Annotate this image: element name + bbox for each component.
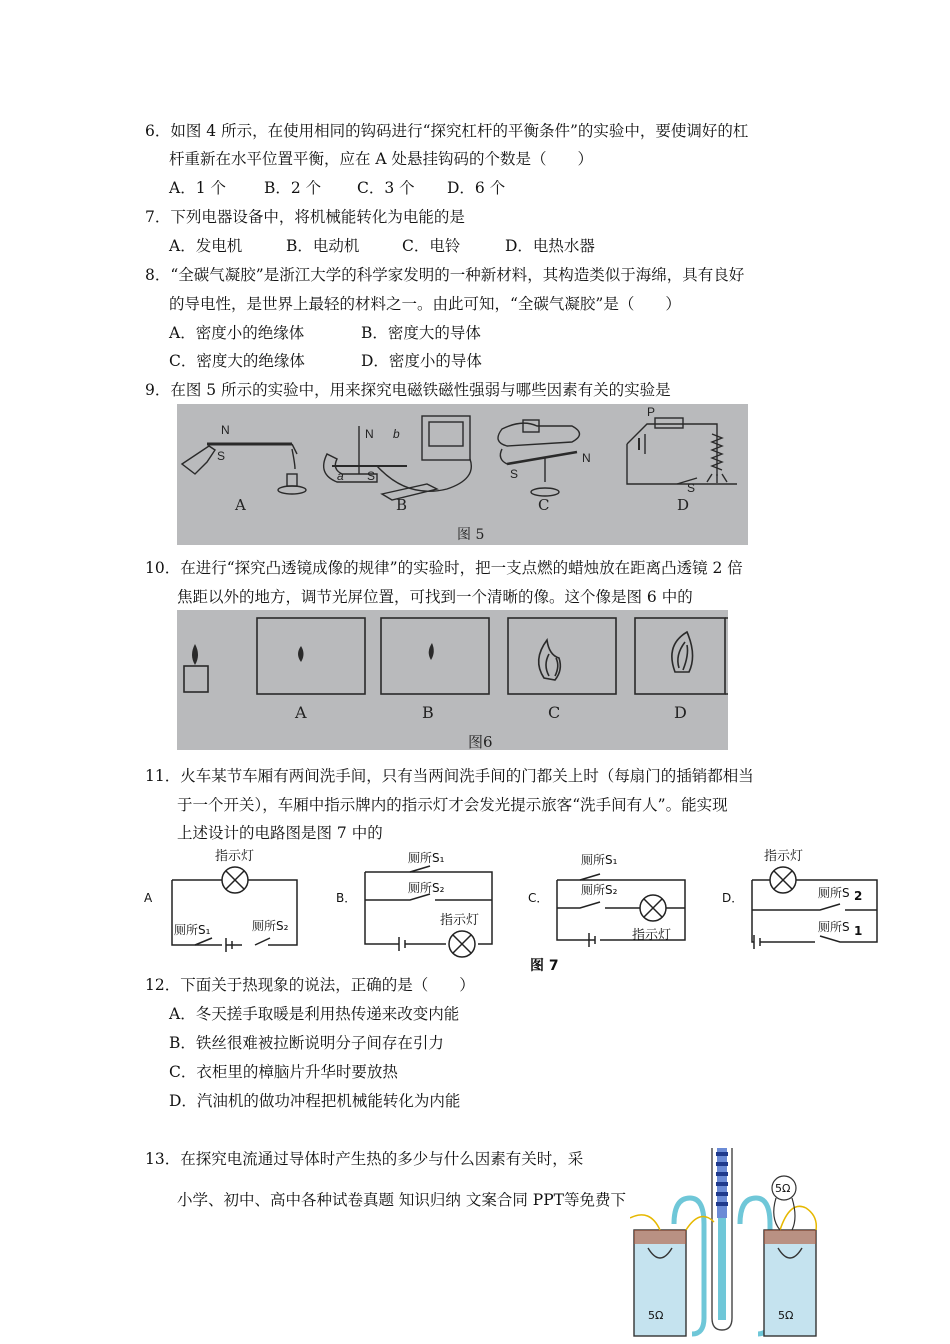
q8-option-b: B．密度大的导体 bbox=[361, 324, 481, 342]
q7-option-c: C．电铃 bbox=[402, 237, 461, 255]
q8-line2: 的导电性，是世界上最轻的材料之一。由此可知，“全碳气凝胶”是（ ） bbox=[169, 295, 681, 313]
fig5-label-c: C bbox=[538, 496, 550, 514]
fig7-b-lamp: 指示灯 bbox=[440, 913, 480, 928]
fig5-pole-s-c: S bbox=[510, 467, 519, 481]
fig6-caption: 图6 bbox=[468, 733, 493, 750]
fig7-a-s1: 厕所S₁ bbox=[174, 923, 211, 937]
q7-option-b: B．电动机 bbox=[286, 237, 360, 255]
q11-line2: 于一个开关），车厢中指示牌内的指示灯才会发光提示旅客“洗手间有人”。能实现 bbox=[177, 796, 728, 814]
fig7-d-s1: 厕所S bbox=[818, 920, 850, 934]
q9-line1: 9．在图 5 所示的实验中，用来探究电磁铁磁性强弱与哪些因素有关的实验是 bbox=[145, 381, 671, 399]
q12-line1: 12．下面关于热现象的说法，正确的是（ ） bbox=[145, 976, 475, 994]
q6-option-b: B．2 个 bbox=[264, 179, 322, 197]
fig7-c-lamp: 指示灯 bbox=[632, 928, 672, 943]
fig5-label-a: A bbox=[235, 496, 246, 514]
q10-line2: 焦距以外的地方，调节光屏位置，可找到一个清晰的像。这个像是图 6 中的 bbox=[177, 588, 693, 606]
fig7-label-d: D． bbox=[722, 891, 744, 905]
q6-option-c: C．3 个 bbox=[357, 179, 415, 197]
q13-r-top: 5Ω bbox=[775, 1182, 791, 1195]
q13-r-right: 5Ω bbox=[778, 1309, 794, 1322]
q11-line1: 11．火车某节车厢有两间洗手间，只有当两间洗手间的门都关上时（每扇门的插销都相当 bbox=[145, 767, 754, 785]
q6-option-d: D．6 个 bbox=[447, 179, 506, 197]
q8-option-a: A．密度小的绝缘体 bbox=[169, 324, 305, 342]
q12-option-d: D．汽油机的做功冲程把机械能转化为内能 bbox=[169, 1092, 461, 1110]
fig5-caption: 图 5 bbox=[457, 527, 485, 543]
fig6-label-b: B bbox=[422, 703, 434, 722]
q6-line1: 6．如图 4 所示，在使用相同的钩码进行“探究杠杆的平衡条件”的实验中，要使调好的杠 bbox=[145, 122, 749, 140]
figure-7-drawing bbox=[140, 842, 880, 977]
figure-5 bbox=[177, 404, 748, 545]
q13-r-left: 5Ω bbox=[648, 1309, 664, 1322]
q7-line1: 7．下列电器设备中，将机械能转化为电能的是 bbox=[145, 208, 465, 226]
q7-option-a: A．发电机 bbox=[169, 237, 243, 255]
q13-figure bbox=[630, 1138, 820, 1344]
fig5-pole-s-b: S bbox=[367, 469, 376, 483]
fig7-d-lamp: 指示灯 bbox=[764, 849, 804, 864]
fig7-d-s1-sub: 1 bbox=[854, 924, 863, 938]
fig7-label-c: C． bbox=[528, 891, 549, 905]
q13-figure-drawing bbox=[630, 1138, 820, 1344]
fig5-pole-n-a: N bbox=[221, 423, 230, 437]
figure-6 bbox=[177, 610, 728, 750]
fig7-c-s1: 厕所S₁ bbox=[581, 853, 618, 867]
fig7-label-b: B． bbox=[336, 891, 357, 905]
fig7-a-s2: 厕所S₂ bbox=[252, 919, 289, 933]
fig7-c-s2: 厕所S₂ bbox=[581, 883, 618, 897]
fig6-label-a: A bbox=[295, 703, 307, 722]
q12-option-a: A．冬天搓手取暖是利用热传递来改变内能 bbox=[169, 1005, 460, 1023]
q8-line1: 8．“全碳气凝胶”是浙江大学的科学家发明的一种新材料，其构造类似于海绵，具有良好 bbox=[145, 266, 745, 284]
q12-option-b: B．铁丝很难被拉断说明分子间存在引力 bbox=[169, 1034, 444, 1052]
figure-6-drawing bbox=[177, 610, 728, 750]
figure-5-drawing bbox=[177, 404, 748, 545]
fig5-pole-n-b: N bbox=[365, 427, 374, 441]
figure-7 bbox=[140, 842, 880, 977]
q6-option-a: A．1 个 bbox=[169, 179, 226, 197]
q13-footer: 小学、初中、高中各种试卷真题 知识归纳 文案合同 PPT等免费下 bbox=[177, 1191, 626, 1209]
fig5-pole-b: b bbox=[393, 427, 400, 441]
fig7-d-s2-sub: 2 bbox=[854, 889, 863, 903]
fig5-pole-s-a: S bbox=[217, 449, 226, 463]
fig7-b-s2: 厕所S₂ bbox=[408, 881, 445, 895]
fig7-caption: 图 7 bbox=[530, 958, 559, 974]
fig5-pole-s-d: S bbox=[687, 481, 696, 495]
q7-option-d: D．电热水器 bbox=[505, 237, 595, 255]
q8-option-d: D．密度小的导体 bbox=[361, 352, 482, 370]
fig6-label-d: D bbox=[674, 703, 687, 722]
fig5-label-b: B bbox=[396, 496, 408, 514]
q6-line2: 杆重新在水平位置平衡，应在 A 处悬挂钩码的个数是（ ） bbox=[169, 150, 594, 168]
fig7-b-s1: 厕所S₁ bbox=[408, 851, 445, 865]
fig7-a-lamp: 指示灯 bbox=[215, 849, 255, 864]
q10-line1: 10．在进行“探究凸透镜成像的规律”的实验时，把一支点燃的蜡烛放在距离凸透镜 2 倍 bbox=[145, 559, 743, 577]
fig5-pole-a: a bbox=[337, 469, 344, 483]
fig7-label-a: A bbox=[144, 891, 153, 905]
fig6-label-c: C bbox=[548, 703, 561, 722]
q12-option-c: C．衣柜里的樟脑片升华时要放热 bbox=[169, 1063, 398, 1081]
fig5-pole-n-c: N bbox=[582, 451, 591, 465]
q8-option-c: C．密度大的绝缘体 bbox=[169, 352, 305, 370]
fig5-label-d: D bbox=[677, 496, 690, 514]
q11-line3: 上述设计的电路图是图 7 中的 bbox=[177, 824, 383, 842]
fig5-pole-p-d: P bbox=[647, 405, 656, 419]
fig7-d-s2: 厕所S bbox=[818, 886, 850, 900]
q13-line1: 13．在探究电流通过导体时产生热的多少与什么因素有关时，采 bbox=[145, 1150, 584, 1168]
